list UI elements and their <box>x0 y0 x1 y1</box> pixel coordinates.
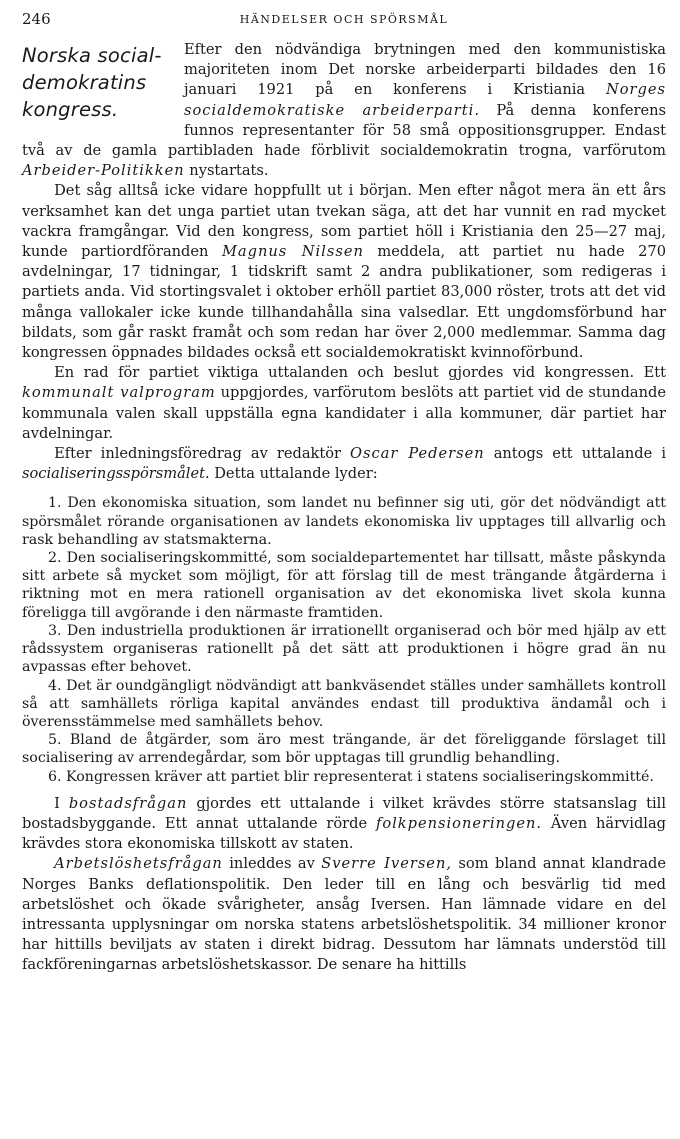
text-run: Även härvidlag krävdes stora ekonomiska tillskott av staten. <box>22 814 667 853</box>
section-heading-line: Norska social- <box>22 44 162 67</box>
person-name: Magnus Nilssen <box>221 243 364 261</box>
list-item: 6. Kongressen kräver att partiet blir representerat i statens socialiseringskommitté. <box>48 768 654 785</box>
emphasis: socialiseringsspörsmålet. <box>22 465 210 483</box>
article-body <box>22 40 666 976</box>
person-name: Oscar Pedersen <box>350 445 485 463</box>
text-run: meddela, att partiet nu hade 270 avdelningar, 17 tidningar, 1 tidskrift samt 2 andra publikationer, som redigeras i partiets anda. Vid stortingsvalet i oktober erhöll partiet 83,000 röster, trots att det vid många vallokaler icke kunde tillhandahålla sina valsedlar. Ett ungdomsförbund har bildats, som går raskt framåt och som redan har över 2,000 medlemmar. Samma dag kongressen öppnades bildades också ett socialdemokratiskt kvinnoförbund. <box>22 243 666 362</box>
list-item: 4. Det är oundgängligt nödvändigt att bankväsendet ställes under samhällets kontroll så att samhällets rörliga kapital användes endast till produktiva ändamål och i överensstämmelse med samhällets behov. <box>22 677 666 730</box>
list-item: 5. Bland de åtgärder, som äro mest trängande, är det föreliggande förslaget till socialisering av arrendegårdar, som bör upptagas till grundlig behandling. <box>22 732 666 767</box>
text-run: nystartats. <box>184 162 269 180</box>
paragraph <box>22 444 666 484</box>
list-item: 3. Den industriella produktionen är irrationellt organiserad och bör med hjälp av ett rådssystem organiseras rationellt på det sätt att produktionen i högre grad än nu avpassas efter behovet. <box>22 622 666 676</box>
text-run: uppgjordes, varförutom beslöts att partiet vid de stundande kommunala valen skall uppställa egna kandidater i alla kommuner, där partiet har avdelningar. <box>22 384 666 442</box>
emphasis: bostadsfrågan <box>68 794 188 812</box>
emphasis: kommunalt valprogram <box>22 384 216 402</box>
text-run: Efter inledningsföredrag av redaktör <box>54 445 351 463</box>
text-run: I <box>54 794 69 812</box>
emphasis: Arbetslöshetsfrågan <box>54 855 223 873</box>
running-head: HÄNDELSER OCH SPÖRSMÅL <box>239 13 449 26</box>
section-heading <box>22 42 174 123</box>
page <box>22 10 666 976</box>
paragraph <box>22 854 666 975</box>
text-run: Det såg alltså icke vidare hoppfullt ut i början. Men efter något mera än ett års verksamhet kan det unga partiet utan tvekan säga, att det har vunnit en rad mycket vackra framgångar. Vid den kongress, som partiet höll i Kristiania den 25—27 maj, kunde partiordföranden <box>22 182 666 261</box>
newspaper-name: Arbeider-Politikken <box>22 162 185 180</box>
text-run: inleddes av <box>222 855 322 873</box>
person-name: Sverre Iversen, <box>321 855 452 873</box>
text-run: Efter den nödvändiga brytningen med den kommunistiska majoriteten inom Det norske arbeiderparti bildades den 16 januari 1921 på en konferens i Kristiania <box>184 41 666 99</box>
emphasis: folkpensioneringen. <box>375 814 543 832</box>
page-number: 246 <box>22 10 51 28</box>
paragraph <box>22 181 666 363</box>
party-name: Norges socialdemokratiske arbeiderparti. <box>184 81 666 119</box>
section-heading-line: demokratins <box>22 71 147 94</box>
text-run: antogs ett uttalande i <box>484 445 666 463</box>
list-item: 2. Den socialiseringskommitté, som socialdepartementet har tillsatt, måste påskynda sitt arbete så mycket som möjligt, för att förslag till de mest trängande åtgärderna i riktning mot en mera rationell organisation av det ekonomiska livet skola kunna föreligga till avgörande i den närmaste framtiden. <box>22 550 666 621</box>
paragraph <box>22 794 666 855</box>
section-heading-line: kongress. <box>22 98 119 121</box>
text-run: På denna konferens funnos representanter för 58 små oppositionsgrupper. Endast två av de gamla partibladen hade förblivit socialdemokratin trogna, varförutom <box>22 101 667 160</box>
list-item: 1. Den ekonomiska situation, som landet nu befinner sig uti, gör det nödvändigt att spörsmålet rörande organisationen av landets ekonomiska liv upptages till allvarlig och rask behandling av statsmakterna. <box>22 495 666 548</box>
text-run: gjordes ett uttalande i vilket krävdes större statsanslag till bostadsbyggande. Ett annat uttalande rörde <box>22 794 667 832</box>
text-run: som bland annat klandrade Norges Banks deflationspolitik. Den leder till en lång och besvärlig tid med arbetslöshet och ökade svårigheter, ansåg Iversen. Han lämnade vidare en del intressanta upplysningar om norska statens arbetslöshetspolitik. 34 millioner kronor har hittills beviljats av staten i direkt bidrag. Dessutom har lämnats understöd till fackföreningarnas arbetslöshetskassor. De senare ha hittills <box>22 855 666 974</box>
text-run: Detta uttalande lyder: <box>209 465 378 483</box>
paragraph <box>22 363 666 444</box>
page-header <box>22 10 666 40</box>
resolution-list <box>22 494 666 785</box>
text-run: En rad för partiet viktiga uttalanden och beslut gjordes vid kongressen. Ett <box>54 364 666 382</box>
